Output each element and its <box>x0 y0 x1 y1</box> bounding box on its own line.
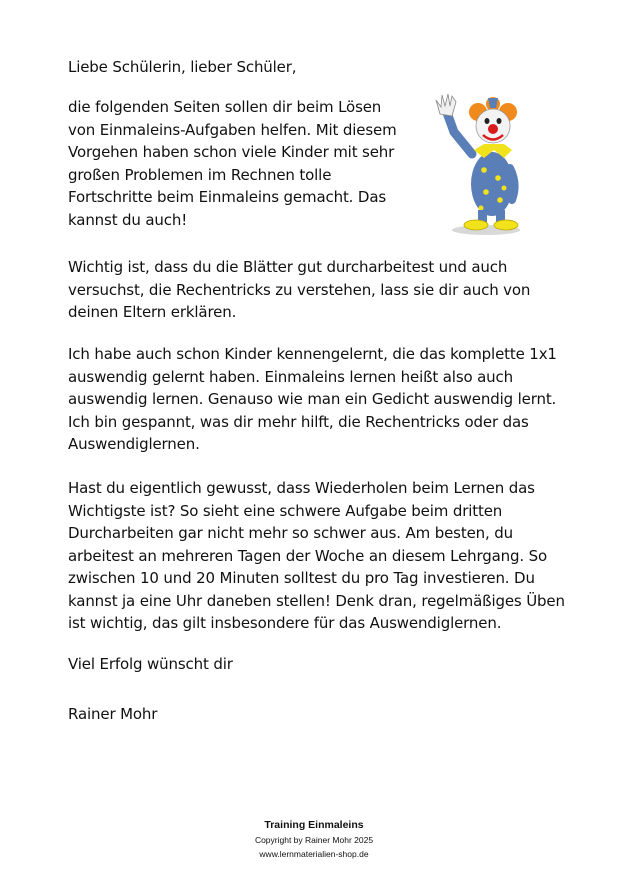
paragraph-repetition: Hast du eigentlich gewusst, dass Wiederholen beim Lernen das Wichtigste ist? So sieht eine schwere Aufgabe beim dritten Durcharbeiten gar nicht mehr so schwer aus. Am besten, du arbeitest an mehreren Tagen der Woche an diesem Lehrgang. So zwischen 10 und 20 Minuten solltest du pro Tag investieren. Du kannst ja eine Uhr daneben stellen! Denk dran, regelmäßiges Üben ist wichtig, das gilt insbesondere für das Auswendiglernen. <box>68 479 565 632</box>
waving-clown-icon <box>426 92 541 237</box>
closing-line: Viel Erfolg wünscht dir <box>68 655 233 673</box>
paragraph-worksheets: Wichtig ist, dass du die Blätter gut durcharbeitest und auch versuchst, die Rechentricks zu verstehen, lass sie dir auch von deinen Eltern erklären. <box>68 258 531 321</box>
footer-copyright: Copyright by Rainer Mohr 2025 <box>254 835 374 845</box>
intro-paragraph: die folgenden Seiten sollen dir beim Lösen von Einmaleins-Aufgaben helfen. Mit diesem Vorgehen haben schon viele Kinder mit sehr großen Problemen im Rechnen tolle Fortschritte beim Einmaleins gemacht. Das kannst du auch! <box>68 98 397 229</box>
signature: Rainer Mohr <box>68 705 158 723</box>
footer-title: Training Einmaleins <box>264 819 364 831</box>
greeting: Liebe Schülerin, lieber Schüler, <box>68 58 297 76</box>
paragraph-memorize: Ich habe auch schon Kinder kennengelernt, die das komplette 1x1 auswendig gelernt haben. Einmaleins lernen heißt also auch auswendig lernen. Genauso wie man ein Gedicht auswendig lernt. Ich bin gespannt, was dir mehr hilft, die Rechentricks oder das Auswendiglernen. <box>68 345 557 453</box>
footer-url: www.lernmaterialien-shop.de <box>259 849 369 859</box>
